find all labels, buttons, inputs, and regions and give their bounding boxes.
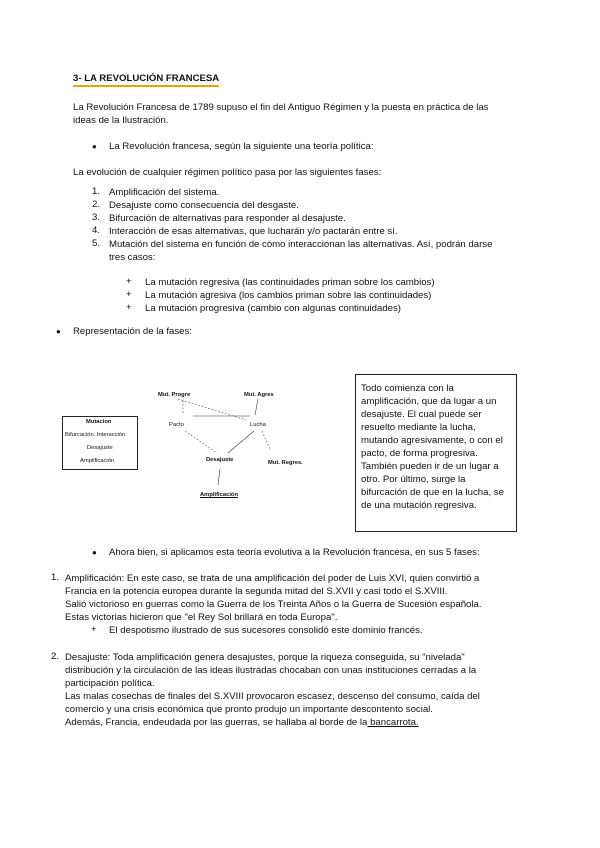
- plus-icon: +: [126, 276, 132, 287]
- section-title: [73, 72, 219, 85]
- connector-progre-lucha: [178, 399, 246, 420]
- phase-item: Bifurcación de alternativas para responder al desajuste.: [109, 213, 346, 224]
- section1-line: Francia en la potencia europea durante la segunda mitad del S.XVII y casi todo el S.XVIII.: [65, 586, 448, 597]
- plus-icon: +: [126, 289, 132, 300]
- section-number: 2.: [50, 651, 59, 662]
- section2-line: distribución y la circulación de las ideas ilustradas chocaban con unas instituciones cerradas a la: [65, 665, 477, 676]
- node-amplificacion: Amplificación: [200, 492, 239, 498]
- node-mut-progre: Mut. Progre: [158, 392, 191, 398]
- phases-intro: La evolución de cualquier régimen político pasa por las siguientes fases:: [73, 167, 382, 178]
- connector-lucha-regres: [262, 431, 270, 449]
- mutation-item: La mutación progresiva (cambio con algunas continuidades): [145, 303, 401, 314]
- node-desajuste: Desajuste: [206, 457, 234, 463]
- connector-lucha-desajuste: [228, 431, 254, 453]
- bullet-representation-text: Representación de la fases:: [73, 326, 192, 337]
- node-pacto: Pacto: [169, 422, 184, 428]
- plus-icon: +: [126, 302, 132, 313]
- section2-last-text: Además, Francia, endeudada por las guerras, se hallaba al borde de la: [65, 717, 368, 728]
- phase-number: 3.: [91, 212, 100, 223]
- phase-number: 1.: [91, 186, 100, 197]
- bullet-theory-text: La Revolución francesa, según la siguiente una teoría política:: [109, 141, 374, 152]
- bancarrota-underlined: bancarrota.: [367, 717, 419, 728]
- mutation-item: La mutación regresiva (las continuidades priman sobre los cambios): [145, 277, 435, 288]
- phase-number: 5.: [91, 238, 100, 249]
- bullet-icon: ●: [92, 548, 97, 557]
- node-mut-agres: Mut. Agres: [244, 392, 274, 398]
- section2-line: Desajuste: Toda amplificación genera desajustes, porque la riqueza conseguida, su "nivelada": [65, 652, 465, 663]
- section1-line: Salió victorioso en guerras como la Guerra de los Treinta Años o la Guerra de Sucesión española.: [65, 599, 482, 610]
- mutation-item: La mutación agresiva (los cambios priman sobre las continuidades): [145, 290, 432, 301]
- section1-line: Amplificación: En este caso, se trata de una amplificación del poder de Luis XVI, quien convirtió a: [65, 573, 480, 584]
- phase-item: Desajuste como consecuencia del desgaste.: [109, 200, 299, 211]
- section2-line: comercio y una crisis económica que pronto produjo un importante descontento social.: [65, 704, 433, 715]
- phase-item: Mutación del sistema en función de cómo interaccionan las alternativas. Así, podrán darse: [109, 239, 493, 250]
- bullet-icon: ●: [56, 327, 61, 336]
- section2-last-line: [65, 716, 419, 729]
- phase-item-continued: tres casos:: [109, 252, 156, 263]
- phase-item: Interacción de esas alternativas, que lucharán y/o pactarán entre sí.: [109, 226, 398, 237]
- explanation-box: Todo comienza con la amplificación, que da lugar a un desajuste. El cual puede ser resuelto mediante la lucha, mutando agresivamente, o con el pacto, de forma progresiva. También pueden ir de un lugar a otro. Por último, surge la bifurcación de que en la lucha, se de una mutación regresiva.: [355, 374, 517, 532]
- connector-pacto-desajuste: [185, 431, 217, 453]
- section-number: 1.: [50, 572, 59, 583]
- node-mut-regres: Mut. Regres.: [268, 460, 303, 466]
- phase-item: Amplificación del sistema.: [109, 187, 220, 198]
- plus-icon: +: [91, 624, 97, 635]
- section1-plus-text: El despotismo ilustrado de sus sucesores consolidó este dominio francés.: [109, 625, 423, 636]
- intro-line-2: ideas de la Ilustración.: [73, 115, 169, 126]
- bullet-apply-text: Ahora bien, si aplicamos esta teoría evolutiva a la Revolución francesa, en sus 5 fases:: [109, 547, 480, 558]
- legend-desajuste: Desajuste: [87, 445, 113, 451]
- connector-agres-lucha: [255, 399, 258, 415]
- section2-line: participación política.: [65, 678, 155, 689]
- section1-line: Estas victorias hicieron que "el Rey Sol brillará en toda Europa".: [65, 612, 338, 623]
- node-lucha: Lucha: [250, 422, 266, 428]
- legend-mutacion: Mutacion: [86, 419, 112, 425]
- legend-amplificacion: Amplificación: [80, 458, 115, 464]
- bullet-icon: ●: [92, 142, 97, 151]
- phase-number: 4.: [91, 225, 100, 236]
- legend-bifurcacion: Bifurcación. Interacción: [65, 432, 126, 438]
- intro-line-1: La Revolución Francesa de 1789 supuso el fin del Antiguo Régimen y la puesta en práctica de las: [73, 102, 489, 113]
- connector-desajuste-amplif: [218, 469, 220, 485]
- phase-number: 2.: [91, 199, 100, 210]
- section2-line: Las malas cosechas de finales del S.XVIII provocaron escasez, descenso del consumo, caída del: [65, 691, 480, 702]
- section-title-text: 3- LA REVOLUCIÓN FRANCESA: [73, 73, 219, 87]
- diagram-connectors: [150, 385, 350, 505]
